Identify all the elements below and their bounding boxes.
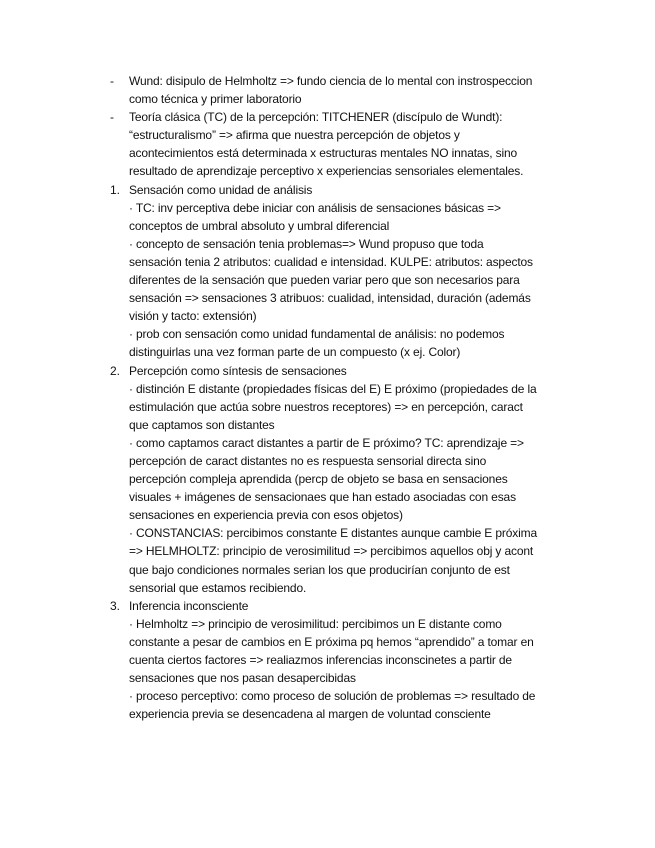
text-line: percepción de caract distantes no es respuesta sensorial directa sino — [129, 453, 487, 468]
text-line: como técnica y primer laboratorio — [129, 92, 302, 107]
list-item-wundt — [0, 72, 655, 108]
text-line: Teoría clásica (TC) de la percepción: TITCHENER (discípulo de Wundt): — [129, 110, 503, 125]
list-item-sensacion — [0, 181, 655, 362]
text-line: sensación tenia 2 atributos: cualidad e intensidad. KULPE: atributos: aspectos — [129, 254, 533, 269]
list-item-percepcion — [0, 362, 655, 597]
text-line: que bajo condiciones normales serian los que producirían conjunto de est — [129, 562, 510, 577]
text-line: · como captamos caract distantes a partir de E próximo? TC: aprendizaje => — [129, 435, 524, 450]
item-text — [129, 72, 574, 108]
item-text — [129, 362, 574, 597]
text-line: => HELMHOLTZ: principio de verosimilitud => percibimos aquellos obj y acont — [129, 544, 534, 559]
text-line: cuenta ciertos factores => realiazmos inferencias inconscinetes a partir de — [129, 653, 512, 667]
text-line: sensaciones que nos pasan desapercibidas — [129, 671, 356, 686]
text-line: visuales + imágenes de sensacionaes que han estado asociadas con esas — [129, 490, 516, 505]
dash-marker: - — [110, 74, 114, 88]
text-line: · concepto de sensación tenia problemas=> Wund propuso que toda — [129, 236, 484, 251]
number-marker: 3. — [110, 598, 121, 613]
text-line: sensación => sensaciones 3 atribuos: cualidad, intensidad, duración (además — [129, 291, 531, 306]
section-heading: Percepción como síntesis de sensaciones — [129, 363, 347, 378]
list-item-inferencia — [0, 597, 655, 724]
list-item-teoria-clasica — [0, 108, 655, 180]
number-marker: 1. — [110, 182, 121, 197]
text-line: · CONSTANCIAS: percibimos constante E distantes aunque cambie E próxima — [129, 526, 537, 541]
text-line: · distinción E distante (propiedades físicas del E) E próximo (propiedades de la — [129, 381, 537, 396]
number-marker: 2. — [110, 363, 121, 378]
text-line: resultado de aprendizaje perceptivo x experiencias sensoriales elementales. — [129, 164, 524, 179]
text-line: Wund: disipulo de Helmholtz => fundo ciencia de lo mental con instrospeccion — [129, 74, 533, 88]
section-heading: Sensación como unidad de análisis — [129, 182, 313, 197]
text-line: visión y tacto: extensión) — [129, 309, 257, 324]
section-heading: Inferencia inconsciente — [129, 598, 249, 613]
text-line: diferentes de la sensación que pueden variar pero que son necesarios para — [129, 273, 520, 288]
text-line: que captamos son distantes — [129, 417, 275, 432]
text-line: constante a pesar de cambios en E próxima pq hemos “aprendido” a tomar en — [129, 634, 534, 649]
item-text — [129, 108, 574, 180]
text-line: “estructuralismo” => afirma que nuestra percepción de objetos y — [129, 128, 460, 143]
text-line: experiencia previa se desencadena al margen de voluntad consciente — [129, 707, 491, 722]
item-text — [129, 181, 574, 362]
text-line: conceptos de umbral absoluto y umbral diferencial — [129, 218, 390, 233]
text-line: estimulación que actúa sobre nuestros receptores) => en percepción, caract — [129, 399, 523, 414]
text-line: · TC: inv perceptiva debe iniciar con análisis de sensaciones básicas => — [129, 200, 501, 215]
text-line: · proceso perceptivo: como proceso de solución de problemas => resultado de — [129, 689, 536, 704]
text-line: percepción compleja aprendida (percp de objeto se basa en sensaciones — [129, 472, 508, 487]
text-line: sensaciones en experiencia previa con esos objetos) — [129, 508, 403, 523]
text-line: · Helmholtz => principio de verosimilitud: percibimos un E distante como — [129, 616, 502, 631]
text-line: · prob con sensación como unidad fundamental de análisis: no podemos — [129, 327, 505, 342]
text-line: distinguirlas una vez forman parte de un compuesto (x ej. Color) — [129, 345, 461, 360]
item-text — [129, 597, 574, 724]
text-line: sensorial que estamos recibiendo. — [129, 580, 307, 595]
dash-marker: - — [110, 110, 114, 125]
text-line: acontecimientos está determinada x estructuras mentales NO innatas, sino — [129, 146, 518, 161]
document-page — [0, 72, 655, 723]
